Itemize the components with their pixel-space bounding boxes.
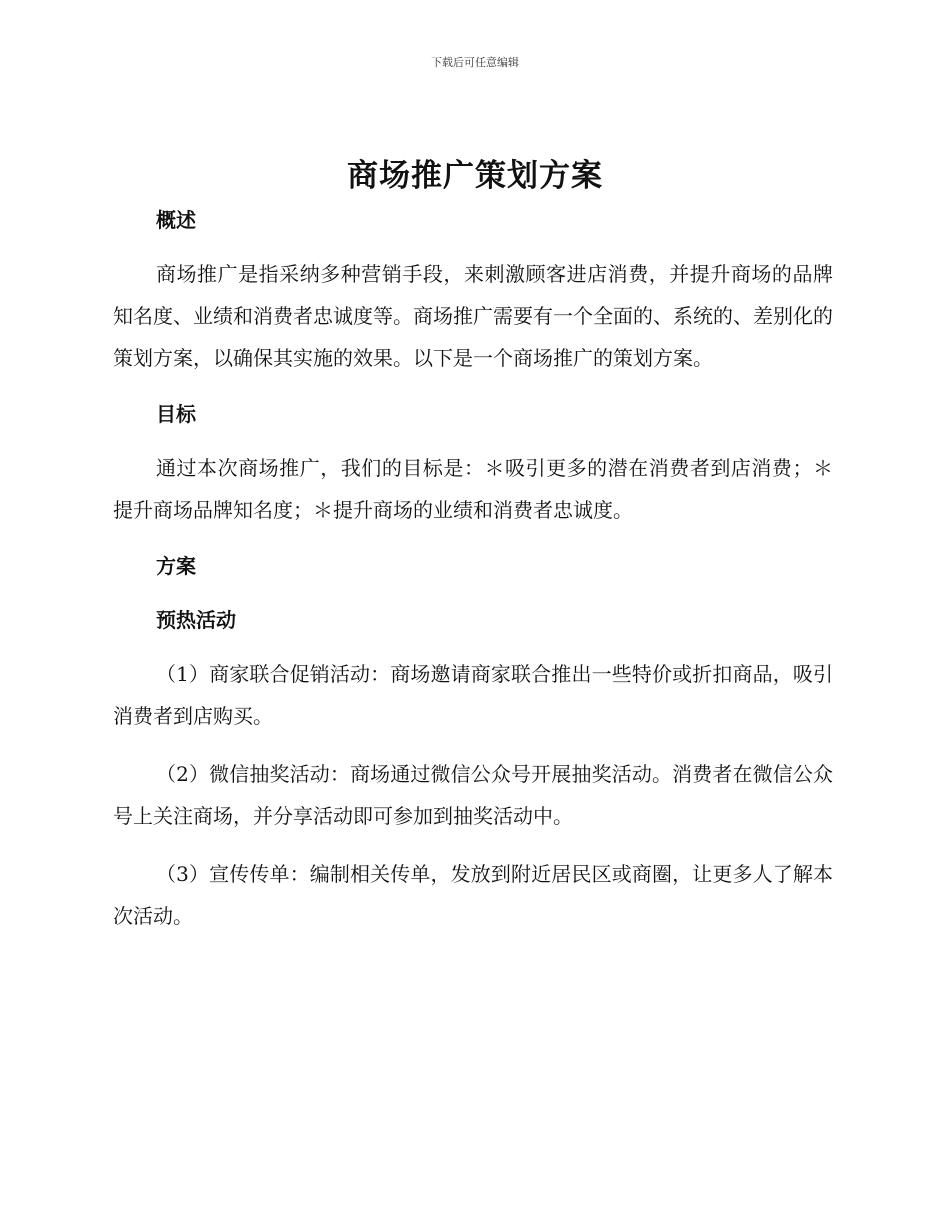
section-heading-warmup: 预热活动 [156,608,236,632]
section-heading-overview: 概述 [156,208,196,232]
document-title: 商场推广策划方案 [347,158,603,194]
document-body [113,203,833,937]
warmup-item-2: （2）微信抽奖活动：商场通过微信公众号开展抽奖活动。消费者在微信公众号上关注商场，并分享活动即可参加到抽奖活动中。 [113,762,833,828]
section-heading-goals: 目标 [156,402,196,426]
goals-paragraph: 通过本次商场推广，我们的目标是：＊吸引更多的潜在消费者到店消费；＊提升商场品牌知名度；＊提升商场的业绩和消费者忠诚度。 [113,456,833,522]
warmup-item-1: （1）商家联合促销活动：商场邀请商家联合推出一些特价或折扣商品，吸引消费者到店购买。 [113,662,833,728]
overview-paragraph: 商场推广是指采纳多种营销手段，来刺激顾客进店消费，并提升商场的品牌知名度、业绩和消费者忠诚度等。商场推广需要有一个全面的、系统的、差别化的策划方案，以确保其实施的效果。以下是一个商场推广的策划方案。 [113,262,833,370]
section-heading-plan: 方案 [156,554,196,578]
warmup-item-3: （3）宣传传单：编制相关传单，发放到附近居民区或商圈，让更多人了解本次活动。 [113,862,833,928]
header-note: 下载后可任意编辑 [431,56,519,69]
